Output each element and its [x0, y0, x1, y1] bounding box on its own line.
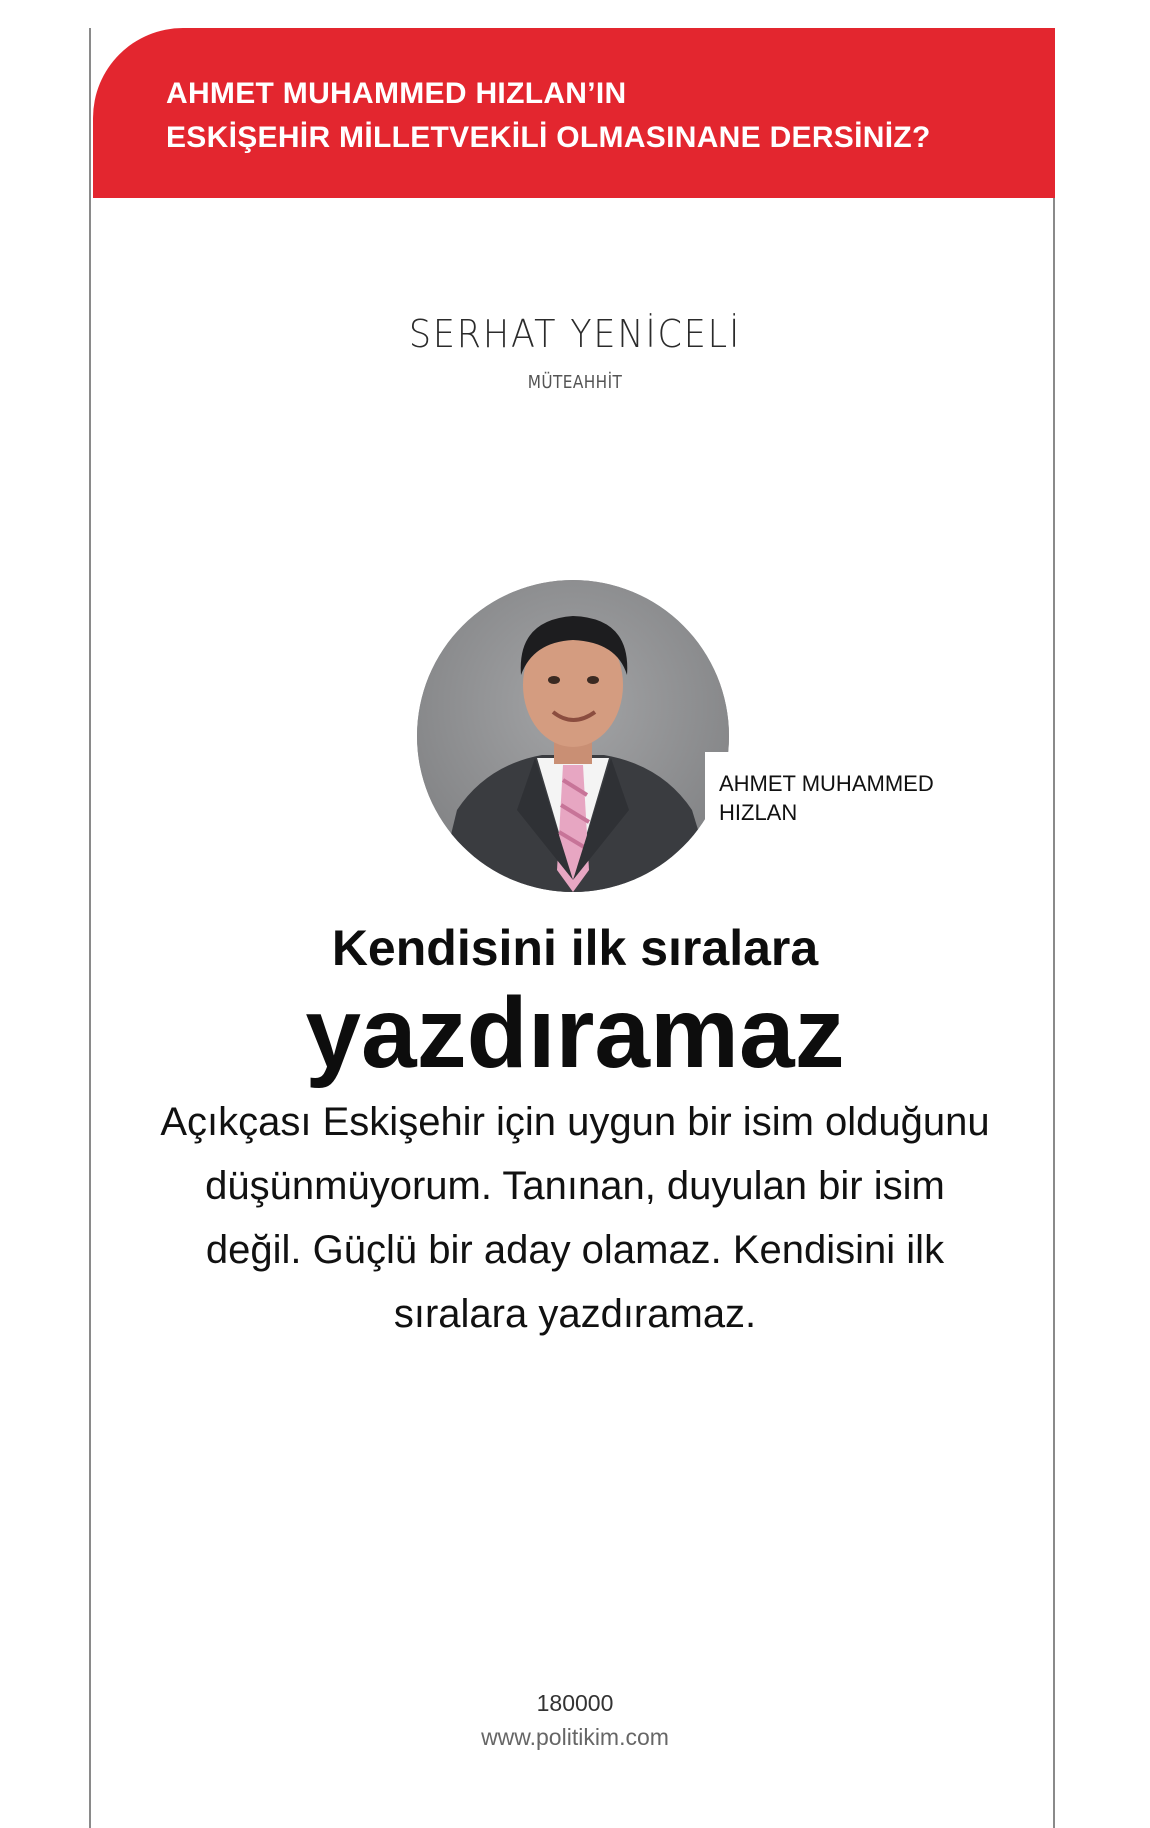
respondent-name: SERHAT YENİCELİ — [408, 312, 742, 356]
subject-name-line-2: HIZLAN — [719, 800, 798, 825]
subject-name-line-1: AHMET MUHAMMED — [719, 771, 934, 796]
subject-name-tag — [705, 752, 965, 843]
question-line-1: AHMET MUHAMMED HIZLAN’IN — [166, 77, 627, 110]
footer-website: www.politikim.com — [481, 1724, 669, 1750]
portrait-illustration — [417, 580, 729, 892]
headline-line-1: Kendisini ilk sıralara — [331, 920, 819, 976]
answer-line-4: sıralara yazdıramaz. — [393, 1292, 757, 1336]
answer-line-3: değil. Güçlü bir aday olamaz. Kendisini ilk — [205, 1228, 945, 1272]
respondent-role: MÜTEAHHİT — [527, 372, 623, 393]
subject-portrait — [417, 580, 729, 892]
headline-line-2: yazdıramaz — [305, 977, 845, 1089]
answer-line-2: düşünmüyorum. Tanınan, duyulan bir isim — [205, 1164, 945, 1208]
answer-body — [150, 1090, 1000, 1346]
right-eye — [587, 676, 599, 684]
question-banner — [93, 28, 1055, 198]
question-line-2: ESKİŞEHİR MİLLETVEKİLİ OLMASINANE DERSİNİZ? — [166, 121, 931, 154]
footer-number: 180000 — [536, 1690, 614, 1716]
left-eye — [548, 676, 560, 684]
answer-line-1: Açıkçası Eskişehir için uygun bir isim olduğunu — [160, 1100, 990, 1144]
